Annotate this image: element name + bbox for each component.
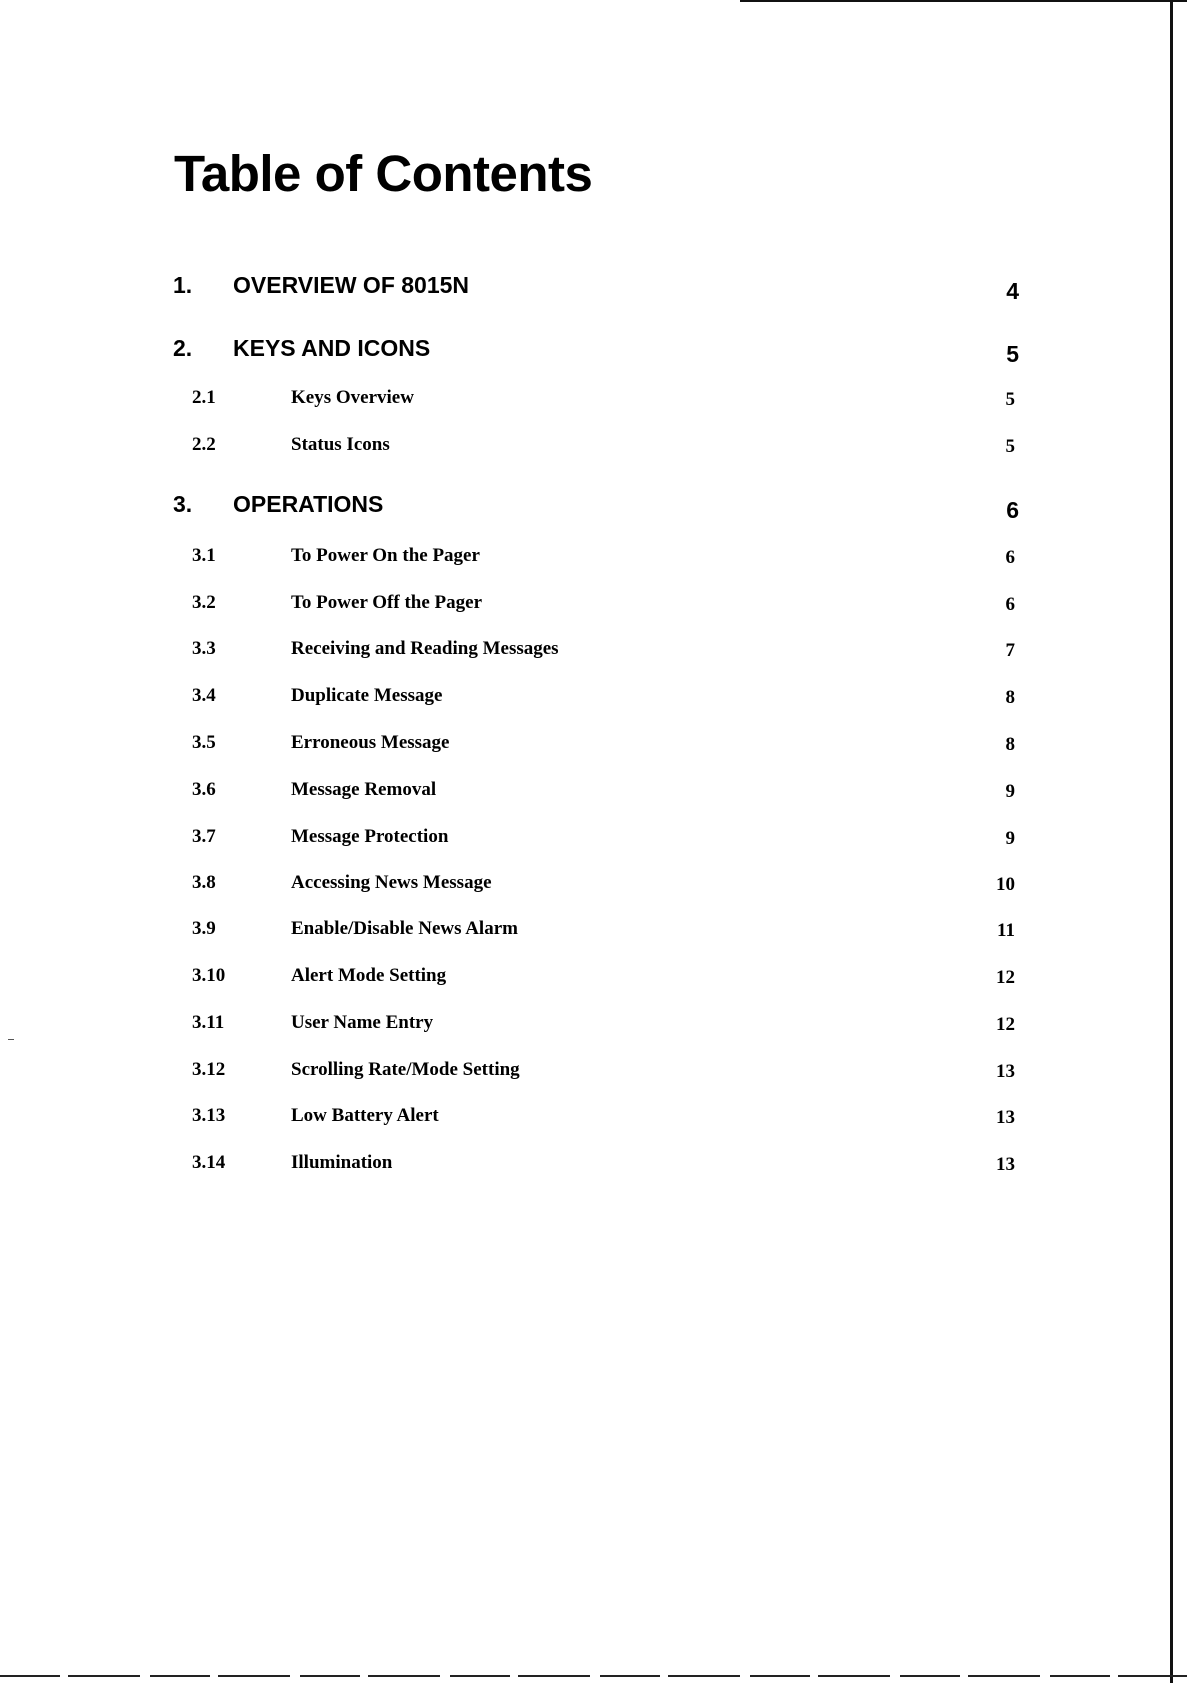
- toc-entry-label: Receiving and Reading Messages: [291, 638, 559, 659]
- toc-entry-label: Scrolling Rate/Mode Setting: [291, 1059, 520, 1080]
- toc-entry-label: Enable/Disable News Alarm: [291, 918, 518, 939]
- toc-entry-page: 8: [1005, 734, 1015, 755]
- toc-entry-page: 12: [996, 967, 1015, 988]
- toc-entry-page: 8: [1005, 687, 1015, 708]
- toc-entry-number: 2.2: [192, 434, 216, 455]
- toc-entry-page: 6: [1005, 547, 1015, 568]
- toc-entry-number: 3.13: [192, 1105, 226, 1126]
- toc-entry-label: KEYS AND ICONS: [233, 335, 431, 361]
- scan-artifact: [8, 1039, 14, 1040]
- toc-entry-page: 9: [1005, 781, 1015, 802]
- toc-entry-label: Alert Mode Setting: [291, 965, 447, 986]
- toc-entry-number: 3.: [173, 491, 193, 517]
- toc-entry-page: 7: [1005, 640, 1015, 661]
- toc-entry-label: Keys Overview: [291, 387, 414, 408]
- toc-entry-number: 3.2: [192, 592, 216, 613]
- toc-entry-label: Status Icons: [291, 434, 390, 455]
- toc-entry-page: 13: [996, 1107, 1015, 1128]
- toc-entry-label: To Power Off the Pager: [291, 592, 483, 613]
- toc-entry-page: 4: [1006, 278, 1019, 304]
- page-title: Table of Contents: [174, 145, 593, 202]
- toc-entry-number: 3.9: [192, 918, 216, 939]
- scan-edge-bottom: [0, 1675, 1187, 1677]
- toc-entry-label: Message Protection: [291, 826, 449, 847]
- toc-entry-number: 3.14: [192, 1152, 226, 1173]
- toc-entry-label: Message Removal: [291, 779, 437, 800]
- scan-edge-top: [740, 0, 1187, 2]
- toc-entry-number: 3.12: [192, 1059, 226, 1080]
- toc-entry-number: 3.10: [192, 965, 226, 986]
- toc-entry-page: 5: [1005, 389, 1015, 410]
- toc-entry-page: 10: [996, 874, 1015, 895]
- toc-entry-number: 3.4: [192, 685, 216, 706]
- toc-entry-page: 11: [997, 920, 1015, 941]
- toc-entry-number: 3.11: [192, 1012, 225, 1033]
- toc-entry-page: 6: [1005, 594, 1015, 615]
- toc-entry-page: 9: [1005, 828, 1015, 849]
- toc-entry-number: 3.7: [192, 826, 216, 847]
- toc-entry-number: 3.8: [192, 872, 216, 893]
- toc-entry-page: 5: [1005, 436, 1015, 457]
- toc-entry-number: 3.6: [192, 779, 216, 800]
- toc-entry-page: 13: [996, 1154, 1015, 1175]
- toc-entry-label: Low Battery Alert: [291, 1105, 439, 1126]
- toc-entry-number: 3.3: [192, 638, 216, 659]
- toc-entry-label: Duplicate Message: [291, 685, 443, 706]
- toc-entry-page: 12: [996, 1014, 1015, 1035]
- toc-entry-page: 5: [1006, 341, 1019, 367]
- toc-entry-number: 2.1: [192, 387, 216, 408]
- toc-entry-label: User Name Entry: [291, 1012, 434, 1033]
- toc-entry-label: Accessing News Message: [291, 872, 492, 893]
- toc-entry-number: 1.: [173, 272, 193, 298]
- toc-entry-number: 2.: [173, 335, 193, 361]
- toc-entry-page: 6: [1006, 497, 1019, 523]
- toc-entry-label: Illumination: [291, 1152, 393, 1173]
- toc-entry-label: To Power On the Pager: [291, 545, 480, 566]
- toc-entry-number: 3.5: [192, 732, 216, 753]
- toc-entry-page: 13: [996, 1061, 1015, 1082]
- toc-entry-label: OPERATIONS: [233, 491, 384, 517]
- toc-entry-number: 3.1: [192, 545, 216, 566]
- scan-edge-right: [1170, 0, 1173, 1683]
- toc-entry-label: OVERVIEW OF 8015N: [233, 272, 470, 298]
- toc-entry-label: Erroneous Message: [291, 732, 450, 753]
